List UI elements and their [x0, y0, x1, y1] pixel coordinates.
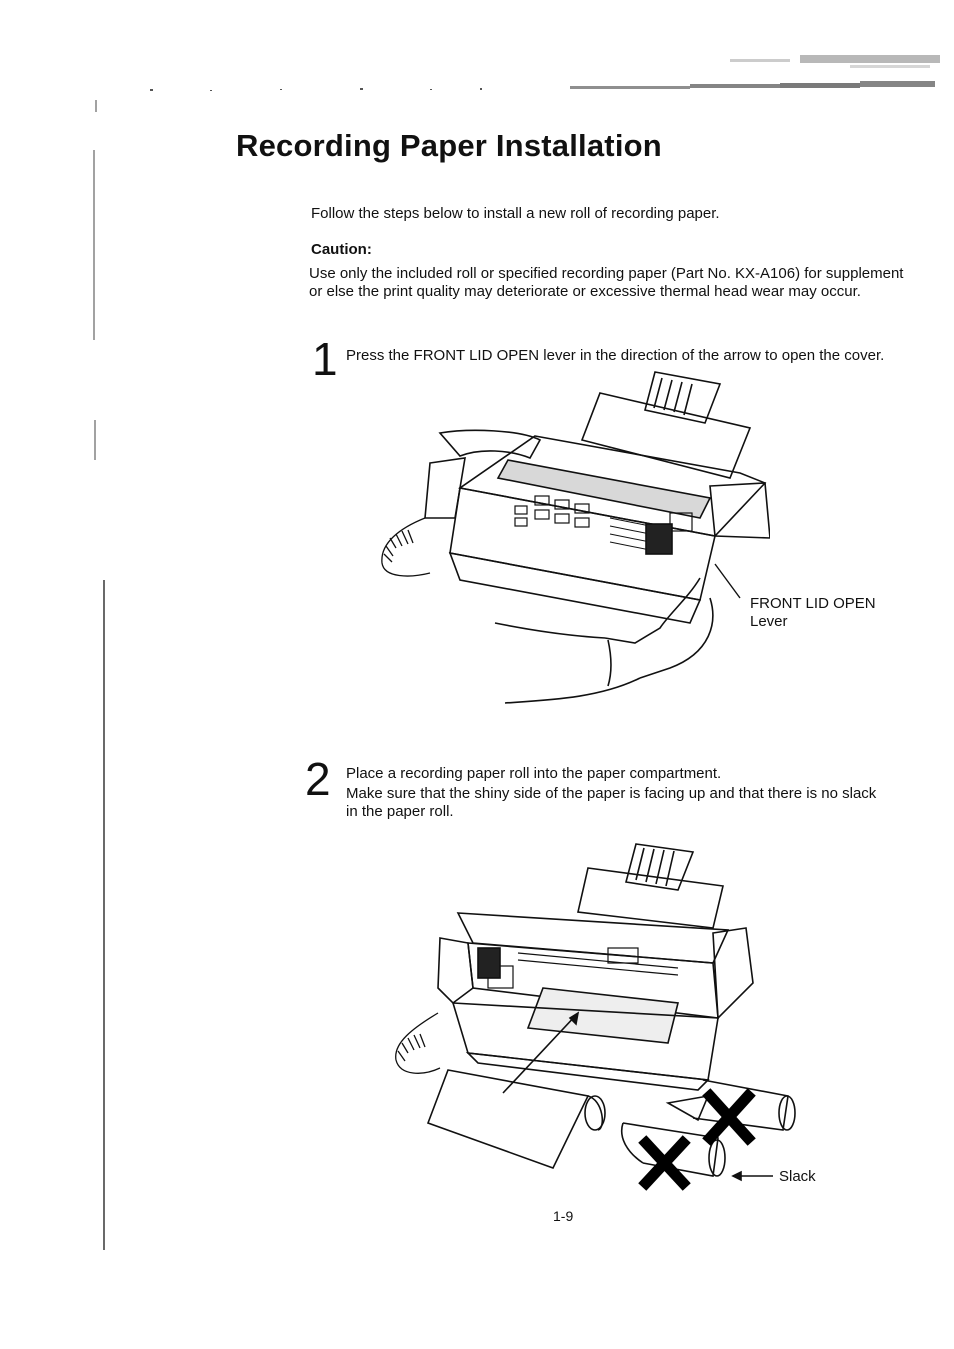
step-2-text-line2: Make sure that the shiny side of the paper is facing up and that there is no slack in the paper roll. — [346, 785, 877, 820]
step-1-text: Press the FRONT LID OPEN lever in the direction of the arrow to open the cover. — [346, 347, 885, 364]
caution-text: Use only the included roll or specified recording paper (Part No. KX-A106) for supplement or else the print quality may deteriorate or excessive thermal head wear may occur. — [309, 265, 904, 300]
front-lid-open-label: FRONT LID OPEN — [750, 595, 876, 612]
slack-label: Slack — [779, 1168, 816, 1185]
scan-noise — [150, 55, 940, 95]
intro-text: Follow the steps below to install a new roll of recording paper. — [311, 205, 720, 222]
page-number: 1-9 — [553, 1208, 574, 1224]
binding-edge-marks — [86, 100, 126, 1260]
lever-label: Lever — [750, 613, 788, 630]
page-title: Recording Paper Installation — [236, 128, 662, 163]
caution-heading: Caution: — [311, 241, 372, 258]
step-1-number: 1 — [312, 333, 338, 385]
step-2-number: 2 — [305, 753, 331, 805]
step-2-text-line1: Place a recording paper roll into the paper compartment. — [346, 765, 722, 782]
fax-machine-paper-compartment-illustration — [378, 838, 808, 1198]
fax-machine-open-lid-illustration — [370, 368, 770, 713]
